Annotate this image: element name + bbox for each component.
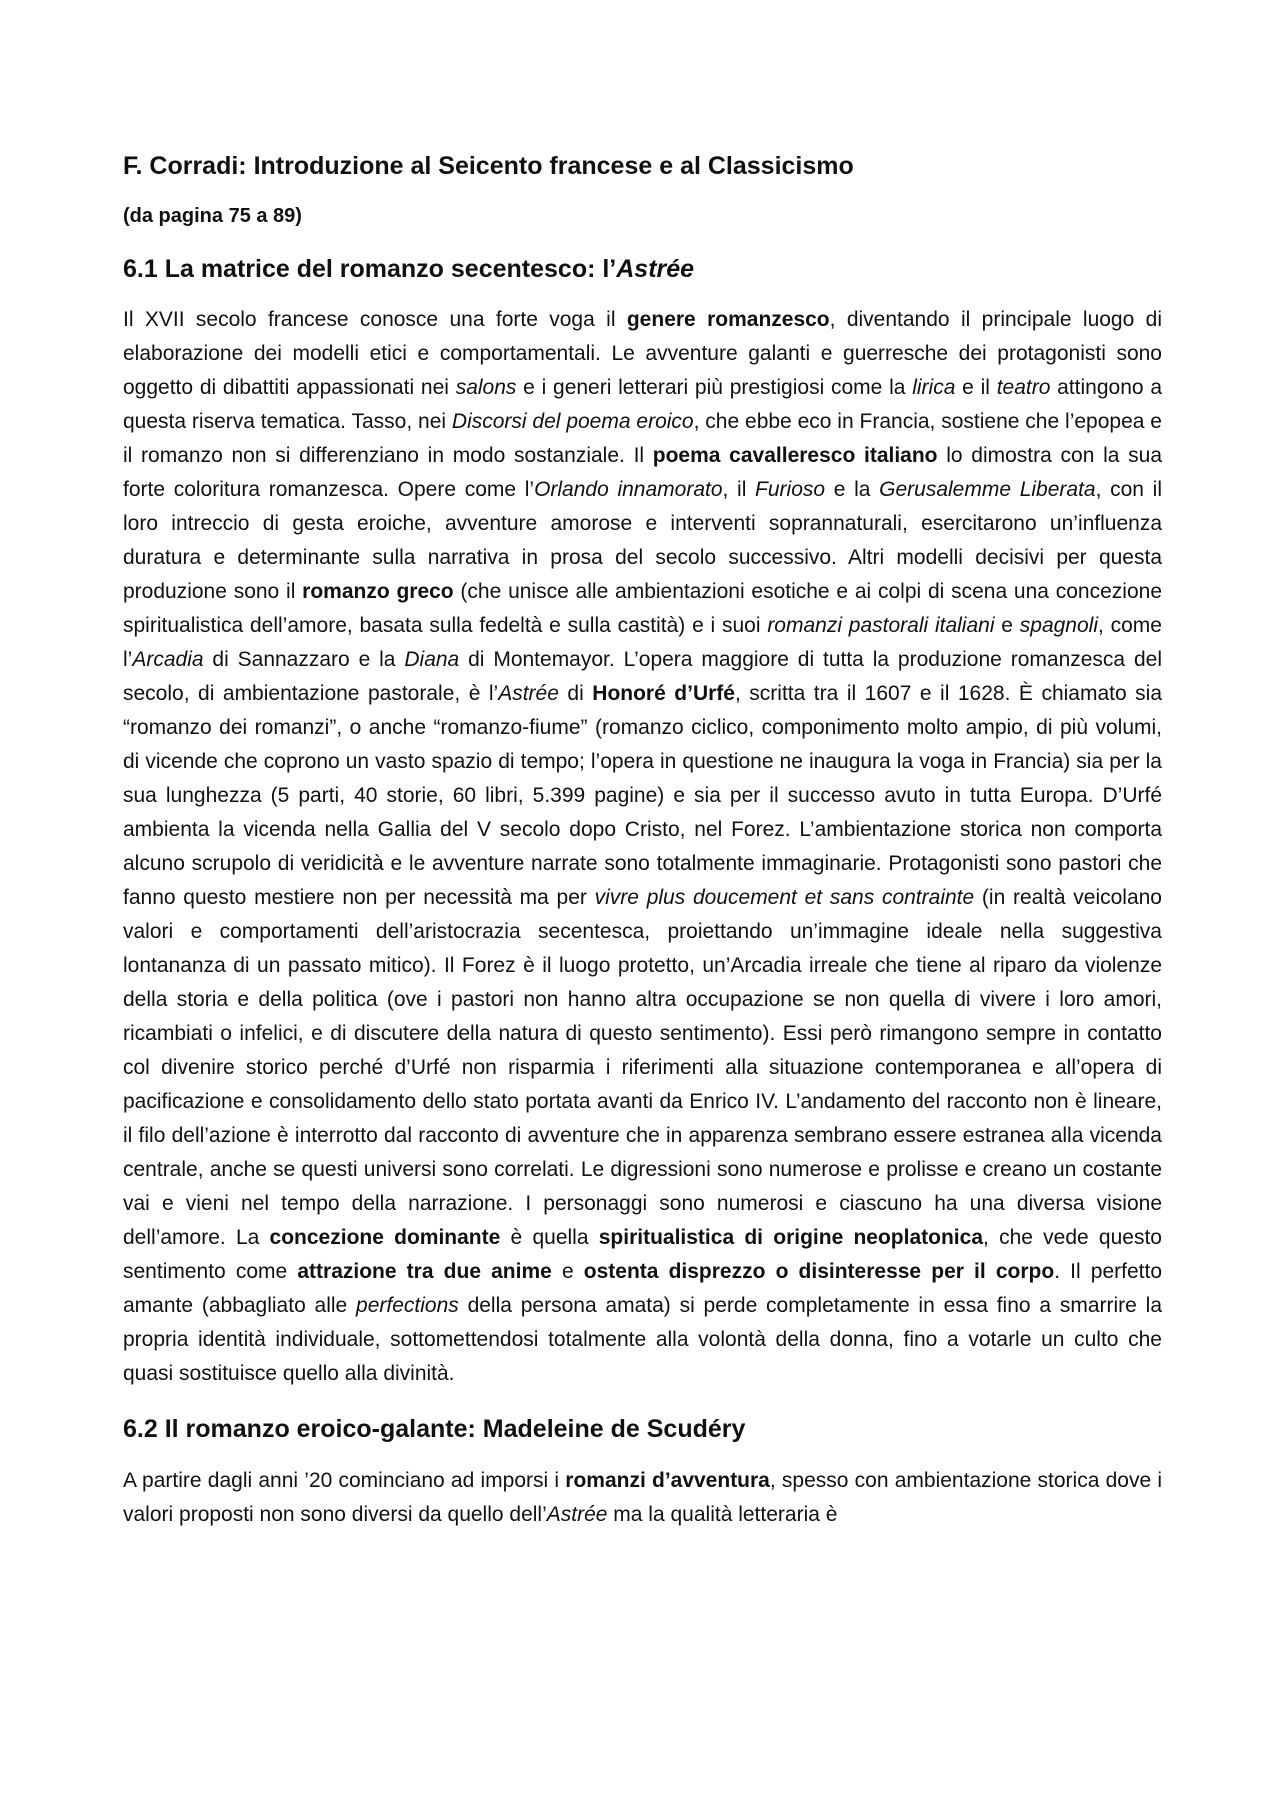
text-run: , che vede questo sentimento come	[123, 1226, 1162, 1283]
italic-run: vivre plus doucement et sans contrainte	[594, 886, 975, 909]
bold-run: ostenta disprezzo o disinteresse per il corpo	[583, 1260, 1055, 1283]
italic-run: perfections	[356, 1294, 459, 1317]
text-run: , scritta tra il 1607 e il 1628. È chiamato sia “romanzo dei romanzi”, o anche “romanzo-fiume” (romanzo ciclico, componimento molto ampio, di più volumi, di vicende che coprono un vasto spazio di tempo; l’opera in questione ne inaugura la voga in Francia) sia per la sua lunghezza (5 parti, 40 storie, 60 libri, 5.399 pagine) e sia per il successo avuto in tutta Europa. D’Urfé ambienta la vicenda nella Gallia del V secolo dopo Cristo, nel Forez. L’ambientazione storica non comporta alcuno scrupolo di veridicità e le avventure narrate sono totalmente immaginarie. Protagonisti sono pastori che fanno questo mestiere non per necessità ma per	[123, 682, 1162, 909]
text-run: attingono a questa riserva tematica. Tasso, nei	[123, 376, 1162, 433]
text-run: di Montemayor. L’opera maggiore di tutta la produzione romanzesca del secolo, di ambientazione pastorale, è l’	[123, 648, 1162, 705]
italic-run: lirica	[912, 376, 956, 399]
bold-run: romanzi d’avventura	[565, 1468, 770, 1492]
italic-run: Orlando innamorato	[534, 478, 723, 501]
bold-run: poema cavalleresco italiano	[652, 444, 938, 467]
text-run: , con il loro intreccio di gesta eroiche, avventure amorose e interventi soprannaturali, esercitarono un’influenza duratura e determinante sulla narrativa in prosa del secolo successivo. Altri modelli decisivi per questa produzione sono il	[123, 478, 1162, 603]
section-heading-6-1	[123, 253, 1162, 286]
section-paragraph-6-2	[123, 1464, 1162, 1532]
text-run: di Sannazzaro e la	[203, 648, 405, 671]
section-paragraph-6-1	[123, 303, 1162, 1391]
text-run: di	[558, 682, 593, 705]
italic-run: Diana	[404, 648, 460, 671]
section-heading-6-2	[123, 1413, 1162, 1446]
text-run: e	[551, 1260, 584, 1283]
italic-run: Astrée	[546, 1502, 608, 1526]
document-title: F. Corradi: Introduzione al Seicento francese e al Classicismo	[123, 152, 854, 180]
italic-run: Discorsi del poema eroico	[451, 410, 694, 433]
page-range-note: (da pagina 75 a 89)	[123, 204, 302, 227]
italic-run: Gerusalemme Liberata	[879, 478, 1096, 501]
bold-run: genere romanzesco	[626, 308, 830, 331]
text-run: Il XVII secolo francese conosce una forte voga il	[123, 308, 627, 331]
section-heading-italic: Astrée	[616, 254, 695, 283]
italic-run: romanzi pastorali italiani	[767, 614, 995, 637]
italic-run: salons	[455, 376, 517, 399]
text-run: , come l’	[123, 614, 1162, 671]
italic-run: Furioso	[755, 478, 826, 501]
section-heading-text: 6.2 Il romanzo eroico-galante: Madeleine de Scudéry	[123, 1415, 746, 1443]
italic-run: Arcadia	[132, 648, 204, 671]
text-run: , che ebbe eco in Francia, sostiene che l’epopea e il romanzo non si differenziano in modo sostanziale. Il	[123, 410, 1162, 467]
bold-run: Honoré d’Urfé	[592, 682, 735, 705]
text-run: e	[994, 614, 1020, 637]
bold-run: attrazione tra due anime	[297, 1260, 552, 1283]
text-run: , diventando il principale luogo di elaborazione dei modelli etici e comportamentali. Le avventure galanti e guerresche dei protagonisti sono oggetto di dibattiti appassionati nei	[123, 308, 1162, 399]
text-run: , spesso con ambientazione storica dove i valori proposti non sono diversi da quello dell’	[123, 1468, 1162, 1526]
text-run: ma la qualità letteraria è	[607, 1502, 838, 1526]
text-run: e la	[825, 478, 880, 501]
text-run: A partire dagli anni ’20 cominciano ad imporsi i	[123, 1468, 566, 1492]
section-heading-text: 6.1 La matrice del romanzo secentesco: l’	[123, 254, 617, 283]
text-run: , il	[722, 478, 756, 501]
text-run: è quella	[500, 1226, 599, 1249]
italic-run: Astrée	[498, 682, 559, 705]
text-run: lo dimostra con la sua forte coloritura romanzesca. Opere come l’	[123, 444, 1163, 501]
text-run: e il	[955, 376, 997, 399]
bold-run: concezione dominante	[269, 1226, 501, 1249]
text-run: (in realtà veicolano valori e comportamenti dell’aristocrazia secentesca, proiettando un’immagine ideale nella suggestiva lontananza di un passato mitico). Il Forez è il luogo protetto, un’Arcadia irreale che tiene al riparo da violenze della storia e della politica (ove i pastori non hanno altra occupazione se non quella di vivere i loro amori, ricambiati o infelici, e di discutere della natura di questo sentimento). Essi però rimangono sempre in contatto col divenire storico perché d’Urfé non risparmia i riferimenti alla situazione contemporanea e all’opera di pacificazione e consolidamento dello stato portata avanti da Enrico IV. L’andamento del racconto non è lineare, il filo dell’azione è interrotto dal racconto di avventure che in apparenza sembrano essere estranea alla vicenda centrale, anche se questi universi sono correlati. Le digressioni sono numerose e prolisse e creano un costante vai e vieni nel tempo della narrazione. I personaggi sono numerosi e ciascuno ha una diversa visione dell’amore. La	[123, 886, 1162, 1249]
text-run: (che unisce alle ambientazioni esotiche e ai colpi di scena una concezione spiritualistica dell’amore, basata sulla fedeltà e sulla castità) e i suoi	[123, 580, 1162, 637]
text-run: e i generi letterari più prestigiosi come la	[516, 376, 913, 399]
text-run: . Il perfetto amante (abbagliato alle	[123, 1260, 1163, 1317]
text-run: della persona amata) si perde completamente in essa fino a smarrire la propria identità individuale, sottomettendosi totalmente alla volontà della donna, fino a votarle un culto che quasi sostituisce quello alla divinità.	[123, 1294, 1162, 1385]
italic-run: teatro	[996, 376, 1051, 399]
italic-run: spagnoli	[1019, 614, 1098, 637]
bold-run: romanzo greco	[302, 580, 454, 603]
bold-run: spiritualistica di origine neoplatonica	[598, 1226, 983, 1249]
